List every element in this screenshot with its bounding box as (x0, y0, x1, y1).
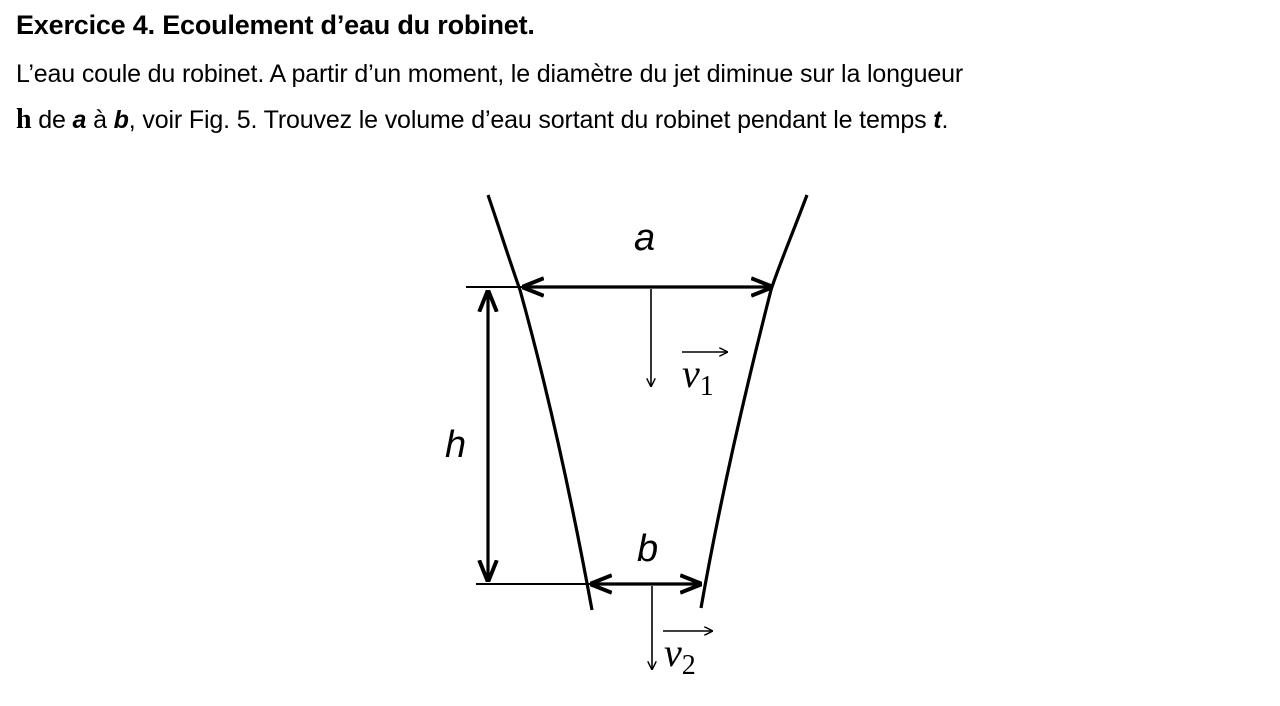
v2-index: 2 (681, 650, 696, 681)
statement-text-4: . (941, 106, 949, 134)
label-a: a (634, 217, 656, 259)
svg-text:v1 (682, 351, 714, 402)
variable-h: h (16, 104, 32, 135)
svg-text:v2 (664, 630, 696, 681)
exercise-title: Exercice 4. Ecoulement d’eau du robinet. (16, 10, 535, 40)
jet-left-wall (488, 195, 592, 610)
label-b: b (637, 528, 659, 570)
v1-index: 1 (699, 371, 714, 402)
statement-line-1: L’eau coule du robinet. A partir d’un moment, le diamètre du jet diminue sur la longueur (16, 60, 964, 88)
v1-symbol: v (682, 351, 700, 396)
variable-t: t (933, 106, 942, 134)
label-v2 (663, 630, 712, 681)
variable-b: b (113, 106, 129, 134)
statement-text-3: , voir Fig. 5. Trouvez le volume d’eau sortant du robinet pendant le temps (128, 106, 934, 134)
jet-right-wall (701, 195, 807, 608)
variable-a: a (72, 106, 87, 134)
statement-text-1: de (31, 106, 73, 134)
label-h: h (445, 424, 467, 466)
statement-text-2: à (86, 106, 114, 134)
label-v1 (682, 351, 727, 402)
v2-symbol: v (664, 630, 682, 675)
